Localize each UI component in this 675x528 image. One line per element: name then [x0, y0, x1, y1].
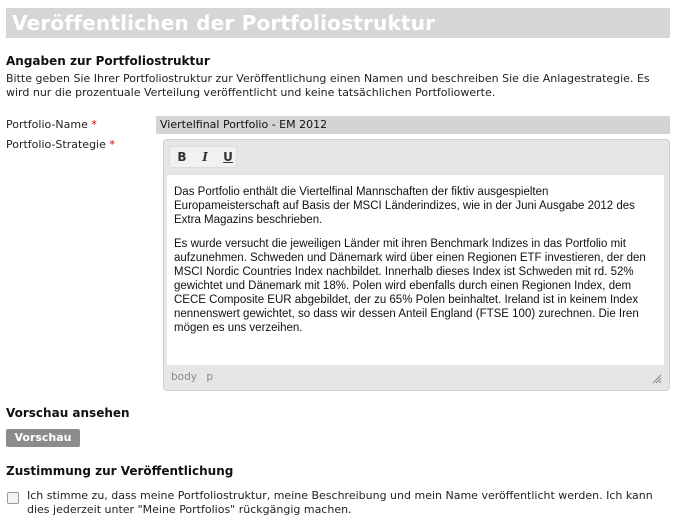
- strategy-paragraph: Das Portfolio enthält die Viertelfinal Mannschaften der fiktiv ausgespielten Europameisterschaft auf Basis der MSCI Länderindizes, wie in der Juni Ausgabe 2012 des Extra Magazins beschrieben.: [174, 186, 635, 226]
- portfolio-name-input[interactable]: [156, 116, 670, 134]
- required-marker: *: [91, 118, 97, 131]
- editor-status-bar: [167, 368, 664, 386]
- preview-heading: Vorschau ansehen: [6, 406, 130, 420]
- bold-button[interactable]: B: [177, 150, 187, 164]
- required-marker: *: [109, 138, 115, 151]
- portfolio-name-label: [6, 118, 97, 131]
- portfolio-strategy-label-text: Portfolio-Strategie: [6, 138, 106, 151]
- path-item[interactable]: p: [206, 371, 213, 383]
- preview-button[interactable]: Vorschau: [6, 429, 80, 447]
- strategy-text-area[interactable]: [167, 175, 664, 365]
- portfolio-name-label-text: Portfolio-Name: [6, 118, 88, 131]
- consent-text: Ich stimme zu, dass meine Portfoliostruktur, meine Beschreibung und mein Name veröffentlicht werden. Ich kann dies jederzeit unter "Meine Portfolios" rückgängig machen.: [27, 489, 653, 516]
- strategy-editor: [163, 139, 670, 391]
- details-heading: Angaben zur Portfoliostruktur: [6, 54, 210, 68]
- resize-handle-icon[interactable]: [652, 374, 662, 384]
- page-title: Veröffentlichen der Portfoliostruktur: [6, 8, 670, 38]
- underline-button[interactable]: U: [223, 150, 233, 164]
- consent-checkbox[interactable]: [7, 492, 19, 504]
- portfolio-strategy-label: [6, 138, 115, 151]
- intro-text: Bitte geben Sie Ihrer Portfoliostruktur zur Veröffentlichung einen Namen und beschreiben Sie die Anlagestrategie. Es wird nur die prozentuale Verteilung veröffentlicht und keine tatsächlichen Portfoliowerte.: [6, 72, 650, 99]
- consent-heading: Zustimmung zur Veröffentlichung: [6, 464, 234, 478]
- strategy-paragraph: Es wurde versucht die jeweiligen Länder mit ihren Benchmark Indizes in das Portfolio mit aufzunehmen. Schweden und Dänemark wird über einen Regionen ETF investieren, der den MSCI Nordic Countries Index nachbildet. Innerhalb dieses Index ist Schweden mit rd. 52% gewichtet und Dänemark mit 18%. Polen wird ebenfalls durch einen Regionen Index, dem CECE Composite EUR abgebildet, der zu 65% Polen beinhaltet. Ireland ist in keinem Index nennenswert gewichtet, so dass wir dessen Anteil England (FTSE 100) zurechnen. Die Iren mögen es uns verzeihen.: [174, 238, 646, 334]
- path-item[interactable]: body: [171, 371, 197, 383]
- editor-toolbar: [169, 146, 237, 168]
- element-path: [171, 368, 219, 386]
- italic-button[interactable]: I: [202, 150, 208, 164]
